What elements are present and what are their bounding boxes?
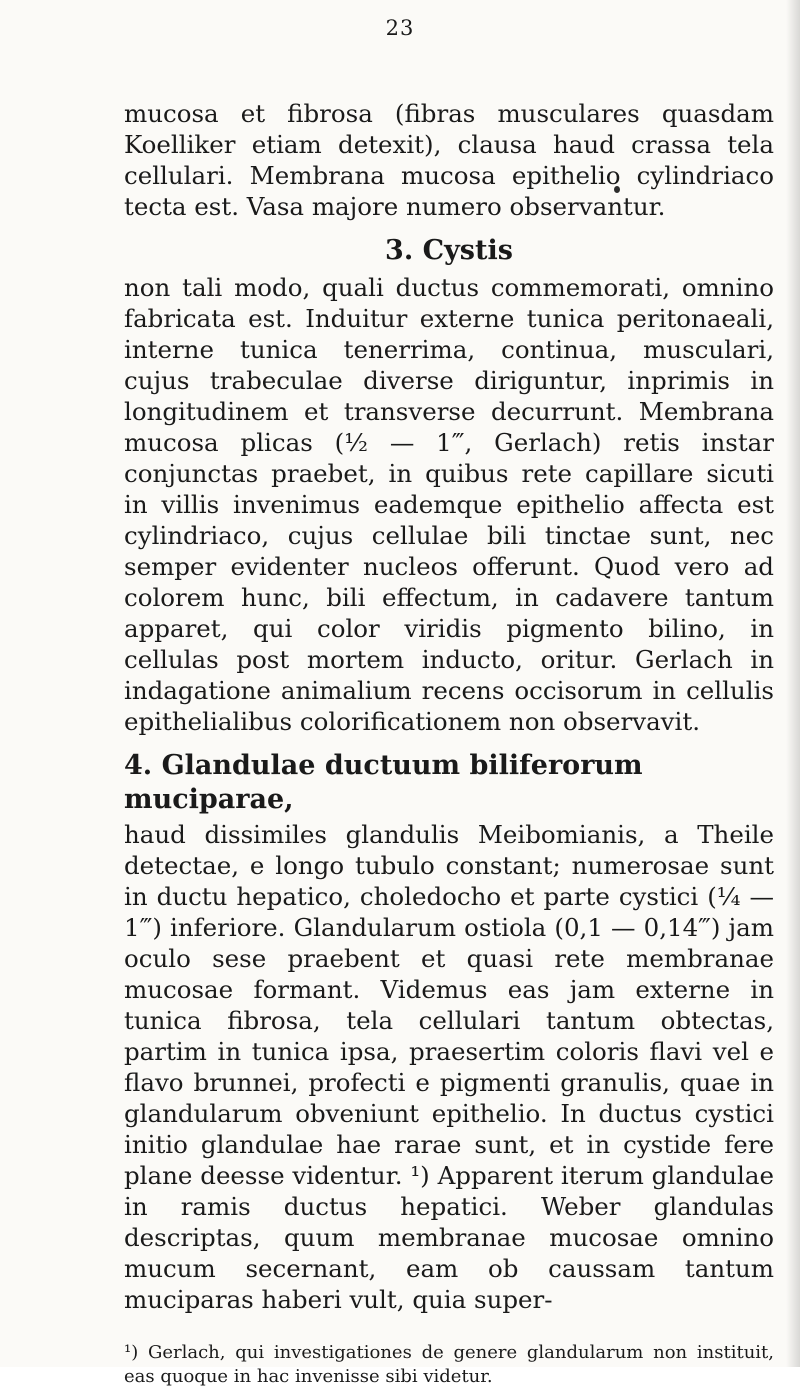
footnote: ¹) Gerlach, qui investigationes de genere glandularum non instituit, eas quoque in hac invenisse sibi videtur. bbox=[124, 1342, 774, 1387]
heading-glandulae: 4. Glandulae ductuum biliferorum muciparae, bbox=[124, 750, 643, 815]
heading-cystis: 3. Cystis bbox=[385, 235, 513, 266]
paragraph-mucosa: mucosa et fibrosa (fibras musculares quasdam Koelliker etiam detexit), clausa haud crassa tela cellulari. Membrana mucosa epithelio cylindriaco tecta est. Vasa majore numero observantur. bbox=[124, 99, 774, 221]
paragraph-glandulae: haud dissimiles glandulis Meibomianis, a Theile detectae, e longo tubulo constant; numerosae sunt in ductu hepatico, choledocho et parte cystici (¼ — 1‴) inferiore. Glandularum ostiola (0,1 — 0,14‴) jam oculo sese praebent et quasi rete membranae mucosae formant. Videmus eas jam externe in tunica fibrosa, tela cellulari tantum obtectas, partim in tunica ipsa, praesertim coloris flavi vel e flavo brunnei, profecti e pigmenti granulis, quae in glandularum obveniunt epithelio. In ductus cystici initio glandulae hae rarae sunt, et in cystide fere plane deesse videntur. ¹) Apparent iterum glandulae in ramis ductus hepatici. Weber glandulas descriptas, quum membranae mucosae omnino mucum secernant, eam ob caussam tantum muciparas haberi vult, quia super- bbox=[124, 820, 774, 1314]
page-number: 23 bbox=[385, 16, 415, 40]
page-edge-shadow bbox=[786, 0, 800, 1367]
main-text bbox=[124, 98, 774, 1389]
paragraph-cystis: non tali modo, quali ductus commemorati, omnino fabricata est. Induitur externe tunica peritonaeali, interne tunica tenerrima, continua, musculari, cujus trabeculae diverse diriguntur, inprimis in longitudinem et transverse decurrunt. Membrana mucosa plicas (½ — 1‴, Gerlach) retis instar conjunctas praebet, in quibus rete capillare sicuti in villis invenimus eademque epithelio affecta est cylindriaco, cujus cellulae bili tinctae sunt, nec semper evidenter nucleos offerunt. Quod vero ad colorem hunc, bili effectum, in cadavere tantum apparet, qui color viridis pigmento bilino, in cellulas post mortem inducto, oritur. Gerlach in indagatione animalium recens occisorum in cellulis epithelialibus colorificationem non observavit. bbox=[124, 273, 774, 736]
